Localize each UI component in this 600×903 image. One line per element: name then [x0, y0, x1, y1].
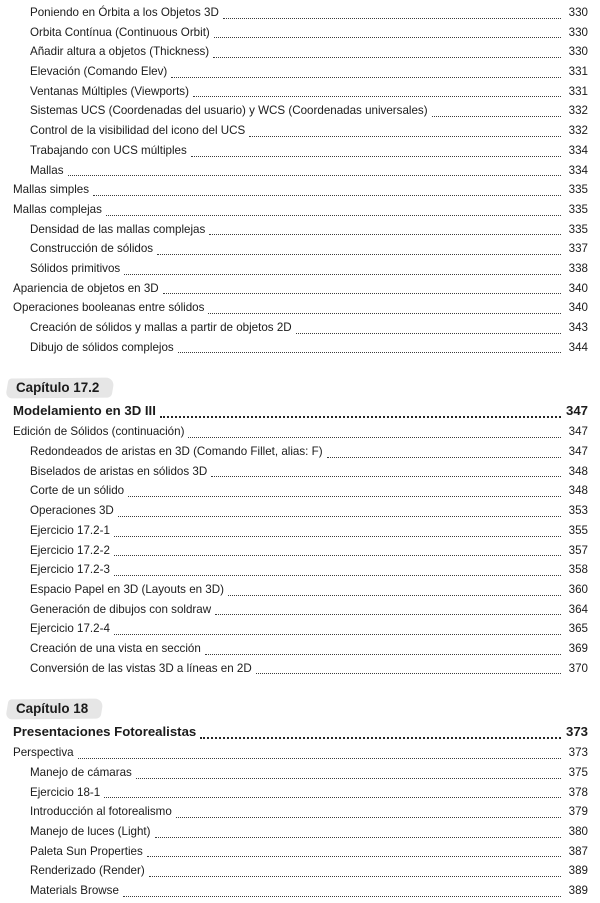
dot-leader — [160, 416, 561, 418]
toc-entry-page: 348 — [568, 464, 588, 478]
toc-entry-page: 379 — [568, 805, 588, 819]
dot-leader — [118, 516, 561, 517]
dot-leader — [136, 778, 561, 779]
toc-entry-page: 389 — [568, 884, 588, 898]
dot-leader — [68, 175, 561, 176]
toc-entry — [13, 141, 588, 161]
dot-leader — [114, 575, 561, 576]
dot-leader — [188, 437, 561, 438]
dot-leader — [114, 634, 561, 635]
toc-entry-page: 364 — [568, 602, 588, 616]
toc-entry — [13, 481, 588, 501]
toc-entry-page: 358 — [568, 563, 588, 577]
dot-leader — [93, 195, 561, 196]
toc-entry — [13, 3, 588, 23]
toc-entry — [13, 42, 588, 62]
toc-entry-page: 348 — [568, 484, 588, 498]
dot-leader — [178, 352, 561, 353]
toc-entry — [13, 279, 588, 299]
toc-entry — [13, 259, 588, 279]
toc-entry-label: Construcción de sólidos — [30, 242, 154, 256]
toc-entry-label: Orbita Contínua (Continuous Orbit) — [30, 25, 210, 39]
toc-entry — [13, 121, 588, 141]
toc-entry — [13, 298, 588, 318]
toc-entry — [13, 220, 588, 240]
dot-leader — [223, 18, 561, 19]
toc-entry-page: 343 — [568, 321, 588, 334]
toc-entry-label: Introducción al fotorealismo — [30, 805, 172, 819]
toc-entry — [13, 560, 588, 580]
toc-entry-label: Control de la visibilidad del icono del UCS — [30, 124, 246, 138]
toc-entry-page: 331 — [568, 84, 588, 98]
toc-entry-label: Manejo de luces (Light) — [30, 825, 151, 839]
toc-entry — [13, 239, 588, 259]
dot-leader — [149, 876, 561, 877]
toc-entry-label: Sistemas UCS (Coordenadas del usuario) y WCS (Coordenadas universales) — [30, 104, 428, 118]
chapter-label: Capítulo 18 — [13, 698, 96, 720]
toc-entry-label: Creación de sólidos y mallas a partir de objetos 2D — [30, 321, 292, 334]
toc-entry-label: Mallas simples — [13, 183, 90, 197]
toc-entry — [13, 842, 588, 862]
dot-leader — [163, 293, 561, 294]
toc-entry-label: Ejercicio 17.2-1 — [30, 523, 110, 537]
toc-entry-page: 337 — [568, 242, 588, 256]
toc-entry — [13, 23, 588, 43]
toc-entry — [13, 743, 588, 763]
toc-entry — [13, 501, 588, 521]
toc-entry-page: 338 — [568, 261, 588, 275]
toc-entry — [13, 442, 588, 462]
chapter-title: Modelamiento en 3D III — [13, 403, 156, 419]
toc-entry-label: Ejercicio 17.2-4 — [30, 622, 110, 636]
toc-entry-label: Creación de una vista en sección — [30, 641, 201, 655]
toc-entry-label: Corte de un sólido — [30, 484, 125, 498]
toc-entry-label: Dibujo de sólidos complejos — [30, 340, 174, 354]
toc-entry-page: 340 — [568, 301, 588, 315]
toc-entry-page: 353 — [568, 504, 588, 518]
toc-entry-page: 344 — [568, 340, 588, 354]
chapter-label: Capítulo 17.2 — [13, 377, 107, 399]
toc-entry-label: Poniendo en Órbita a los Objetos 3D — [30, 6, 219, 19]
toc-entry — [13, 318, 588, 338]
toc-section — [13, 377, 588, 678]
toc-entry-page: 330 — [568, 25, 588, 39]
dot-leader — [432, 116, 561, 117]
dot-leader — [249, 136, 561, 137]
toc-entry-label: Operaciones 3D — [30, 504, 114, 518]
chapter-label-row — [13, 377, 588, 399]
dot-leader — [114, 536, 561, 537]
toc-entry — [13, 200, 588, 220]
dot-leader — [256, 673, 561, 674]
toc-entry-page: 355 — [568, 523, 588, 537]
dot-leader — [214, 37, 561, 38]
toc-entry — [13, 600, 588, 620]
dot-leader — [124, 274, 561, 275]
toc-entry-page: 357 — [568, 543, 588, 557]
chapter-title: Presentaciones Fotorealistas — [13, 724, 197, 740]
dot-leader — [205, 654, 561, 655]
toc-entry — [13, 541, 588, 561]
toc-entry-page: 340 — [568, 281, 588, 295]
toc-entry-page: 335 — [568, 183, 588, 197]
toc-entry-page: 334 — [568, 163, 588, 177]
toc-entry-page: 347 — [568, 445, 588, 459]
toc-entry — [13, 861, 588, 881]
dot-leader — [327, 457, 561, 458]
toc-entry-label: Generación de dibujos con soldraw — [30, 602, 212, 616]
toc-entry-page: 373 — [568, 746, 588, 760]
toc-entry-label: Renderizado (Render) — [30, 864, 145, 878]
chapter-title-row — [13, 400, 588, 422]
chapter-title-page: 373 — [565, 724, 588, 740]
dot-leader — [155, 837, 561, 838]
toc-entry — [13, 580, 588, 600]
toc-entry-label: Ejercicio 17.2-2 — [30, 543, 110, 557]
dot-leader — [104, 797, 561, 798]
dot-leader — [209, 234, 561, 235]
toc-entry — [13, 881, 588, 901]
toc-entry — [13, 521, 588, 541]
toc-entry-label: Redondeados de aristas en 3D (Comando Fillet, alias: F) — [30, 445, 323, 459]
dot-leader — [296, 333, 561, 334]
toc-entry-page: 370 — [568, 661, 588, 675]
toc-entry-page: 378 — [568, 785, 588, 799]
toc-entry-label: Ejercicio 18-1 — [30, 785, 101, 799]
toc-entry — [13, 161, 588, 181]
toc-entry-page: 331 — [568, 65, 588, 79]
dot-leader — [176, 817, 561, 818]
toc-entry-page: 380 — [568, 825, 588, 839]
toc-entry — [13, 639, 588, 659]
dot-leader — [123, 896, 561, 897]
toc-entry-page: 389 — [568, 864, 588, 878]
dot-leader — [128, 496, 561, 497]
dot-leader — [147, 856, 561, 857]
toc-entry-label: Densidad de las mallas complejas — [30, 222, 206, 236]
toc-entry-label: Edición de Sólidos (continuación) — [13, 425, 185, 439]
toc-entry-label: Ventanas Múltiples (Viewports) — [30, 84, 189, 98]
toc-entry-page: 347 — [568, 425, 588, 439]
toc-entry-page: 330 — [568, 45, 588, 59]
chapter-label-row — [13, 698, 588, 720]
toc-entry-label: Apariencia de objetos en 3D — [13, 281, 159, 295]
toc-entry-page: 365 — [568, 622, 588, 636]
toc-entry — [13, 338, 588, 358]
toc-entry-page: 332 — [568, 104, 588, 118]
toc-entry — [13, 101, 588, 121]
chapter-title-page: 347 — [565, 403, 588, 419]
toc-entry-label: Sólidos primitivos — [30, 261, 121, 275]
toc-entry-label: Materials Browse — [30, 884, 119, 898]
toc-entry-label: Añadir altura a objetos (Thickness) — [30, 45, 210, 59]
toc-entry-label: Ejercicio 17.2-3 — [30, 563, 110, 577]
dot-leader — [191, 156, 561, 157]
toc-entry-label: Manejo de cámaras — [30, 766, 132, 779]
toc-entry-page: 375 — [568, 766, 588, 779]
toc-entry-page: 335 — [568, 202, 588, 216]
dot-leader — [200, 737, 561, 739]
toc-entry-page: 369 — [568, 641, 588, 655]
toc-entry — [13, 180, 588, 200]
dot-leader — [228, 595, 561, 596]
toc-entry-page: 330 — [568, 6, 588, 19]
toc-entry — [13, 822, 588, 842]
toc-entry-label: Elevación (Comando Elev) — [30, 65, 168, 79]
toc-section — [13, 698, 588, 901]
toc-entry — [13, 462, 588, 482]
dot-leader — [157, 254, 561, 255]
toc-entry-label: Paleta Sun Properties — [30, 844, 143, 858]
toc-entry-label: Espacio Papel en 3D (Layouts en 3D) — [30, 582, 224, 596]
toc-entry-page: 387 — [568, 844, 588, 858]
toc-entry-page: 335 — [568, 222, 588, 236]
toc-entry — [13, 619, 588, 639]
toc-entry-label: Perspectiva — [13, 746, 74, 760]
toc-entry — [13, 802, 588, 822]
chapter-title-row — [13, 721, 588, 743]
dot-leader — [211, 476, 561, 477]
toc-entry — [13, 82, 588, 102]
toc-entry-label: Trabajando con UCS múltiples — [30, 143, 187, 157]
toc-entry-page: 334 — [568, 143, 588, 157]
toc-entry-page: 360 — [568, 582, 588, 596]
dot-leader — [78, 758, 561, 759]
dot-leader — [213, 57, 561, 58]
toc-entry — [13, 783, 588, 803]
dot-leader — [215, 614, 561, 615]
dot-leader — [193, 96, 561, 97]
toc-entry — [13, 422, 588, 442]
toc-entry — [13, 62, 588, 82]
toc-entry-label: Mallas — [30, 163, 64, 177]
dot-leader — [106, 215, 561, 216]
toc-entry-label: Biselados de aristas en sólidos 3D — [30, 464, 208, 478]
dot-leader — [114, 555, 561, 556]
toc-entry-label: Conversión de las vistas 3D a líneas en 2D — [30, 661, 252, 675]
toc-list — [13, 3, 588, 901]
toc-entry-label: Operaciones booleanas entre sólidos — [13, 301, 205, 315]
dot-leader — [171, 77, 561, 78]
toc-entry — [13, 659, 588, 679]
dot-leader — [208, 313, 561, 314]
toc-entry-label: Mallas complejas — [13, 202, 102, 216]
toc-section — [13, 3, 588, 357]
toc-entry-page: 332 — [568, 124, 588, 138]
toc-entry — [13, 763, 588, 783]
